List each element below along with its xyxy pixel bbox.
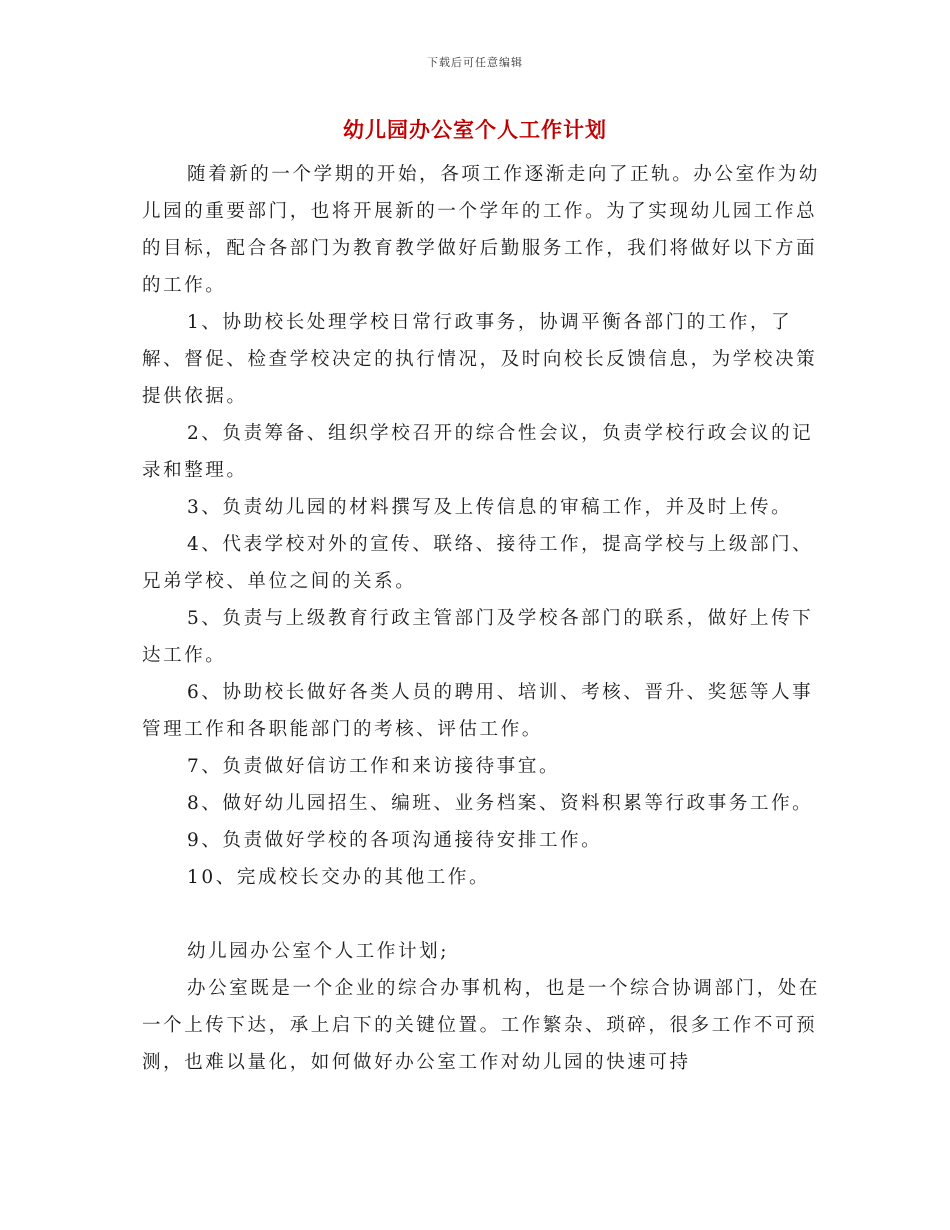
list-item: 4、代表学校对外的宣传、联络、接待工作，提高学校与上级部门、兄弟学校、单位之间的关系。 <box>142 534 814 592</box>
list-item: 10、完成校长交办的其他工作。 <box>187 867 491 888</box>
section2-paragraph: 办公室既是一个企业的综合办事机构，也是一个综合协调部门，处在一个上传下达，承上启下的关键位置。工作繁杂、琐碎，很多工作不可预测，也难以量化，如何做好办公室工作对幼儿园的快速可持 <box>142 978 821 1073</box>
page-header-note: 下载后可任意编辑 <box>427 56 523 69</box>
section2-heading: 幼儿园办公室个人工作计划; <box>187 941 450 962</box>
document-title: 幼儿园办公室个人工作计划 <box>343 117 607 142</box>
intro-paragraph: 随着新的一个学期的开始，各项工作逐渐走向了正轨。办公室作为幼儿园的重要部门，也将开展新的一个学年的工作。为了实现幼儿园工作总的目标，配合各部门为教育教学做好后勤服务工作，我们将做好以下方面的工作。 <box>142 164 821 296</box>
list-item: 2、负责筹备、组织学校召开的综合性会议，负责学校行政会议的记录和整理。 <box>142 423 814 481</box>
list-item: 8、做好幼儿园招生、编班、业务档案、资料积累等行政事务工作。 <box>187 793 814 814</box>
list-item: 9、负责做好学校的各项沟通接待安排工作。 <box>187 830 603 851</box>
list-item: 5、负责与上级教育行政主管部门及学校各部门的联系，做好上传下达工作。 <box>142 608 814 666</box>
section-spacer <box>142 896 822 933</box>
list-item: 1、协助校长处理学校日常行政事务，协调平衡各部门的工作，了解、督促、检查学校决定的执行情况，及时向校长反馈信息，为学校决策提供依据。 <box>142 312 818 407</box>
list-item: 6、协助校长做好各类人员的聘用、培训、考核、晋升、奖惩等人事管理工作和各职能部门的考核、评估工作。 <box>142 682 814 740</box>
list-item: 7、负责做好信访工作和来访接待事宜。 <box>187 756 561 777</box>
list-item: 3、负责幼儿园的材料撰写及上传信息的审稿工作，并及时上传。 <box>187 497 793 518</box>
document-body <box>142 156 822 1081</box>
